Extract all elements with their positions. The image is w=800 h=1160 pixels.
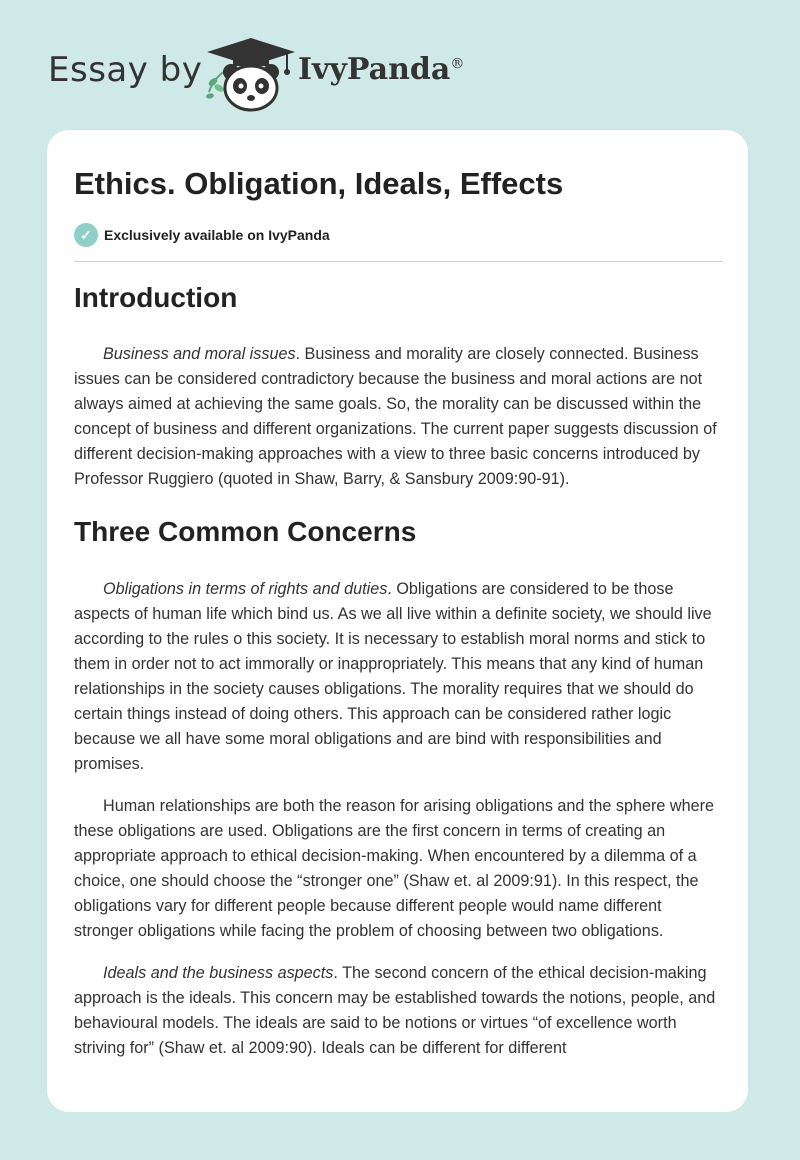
section-heading: Introduction [74, 282, 238, 313]
article-body [74, 280, 723, 1078]
exclusive-badge [74, 223, 330, 247]
essay-card [47, 130, 748, 1112]
section-heading: Three Common Concerns [74, 516, 417, 548]
check-icon: ✓ [74, 223, 98, 247]
panda-graduate-icon [203, 36, 299, 114]
badge-label: Exclusively available on IvyPanda [104, 227, 330, 243]
divider [74, 261, 723, 262]
paragraph: Ideals and the business aspects. The second concern of the ethical decision-making approach is the ideals. This concern may be established towards the notions, people, and behavioural models. The ideals are said to be notions or virtues “of excellence worth striving for” (Shaw et. al 2009:90). Ideals can be different for different [74, 963, 716, 1057]
paragraph: Human relationships are both the reason for arising obligations and the sphere where these obligations are used. Obligations are the first concern in terms of creating an appropriate approach to ethical decision-making. When encountered by a dilemma of a choice, one should choose the “stronger one” (Shaw et. al 2009:91). In this respect, the obligations vary for different people because different people would name different stronger obligations while facing the problem of choosing between two obligations. [74, 796, 714, 940]
essay-by-label: Essay by [48, 50, 203, 90]
paragraph: Business and moral issues. Business and morality are closely connected. Business issues can be considered contradictory because the business and moral actions are not always aimed at achieving the same goals. So, the morality can be discussed within the concept of business and different organizations. The current paper suggests discussion of different decision-making approaches with a view to three basic concerns introduced by Professor Ruggiero (quoted in Shaw, Barry, & Sansbury 2009:90-91). [74, 345, 717, 489]
page-title: Ethics. Obligation, Ideals, Effects [74, 166, 564, 201]
site-header [48, 30, 648, 114]
brand-name[interactable]: IvyPanda® [298, 52, 465, 87]
paragraph: Obligations in terms of rights and duties. Obligations are considered to be those aspects of human life which bind us. As we all live within a definite society, we should live according to the rules o this society. It is necessary to establish moral norms and stick to them in order not to act immorally or inappropriately. This means that any kind of human relationships in the society causes obligations. The morality requires that we should do certain things instead of doing others. This approach can be considered rather logic because we all have some moral obligations and are bind with responsibilities and promises. [74, 579, 712, 773]
